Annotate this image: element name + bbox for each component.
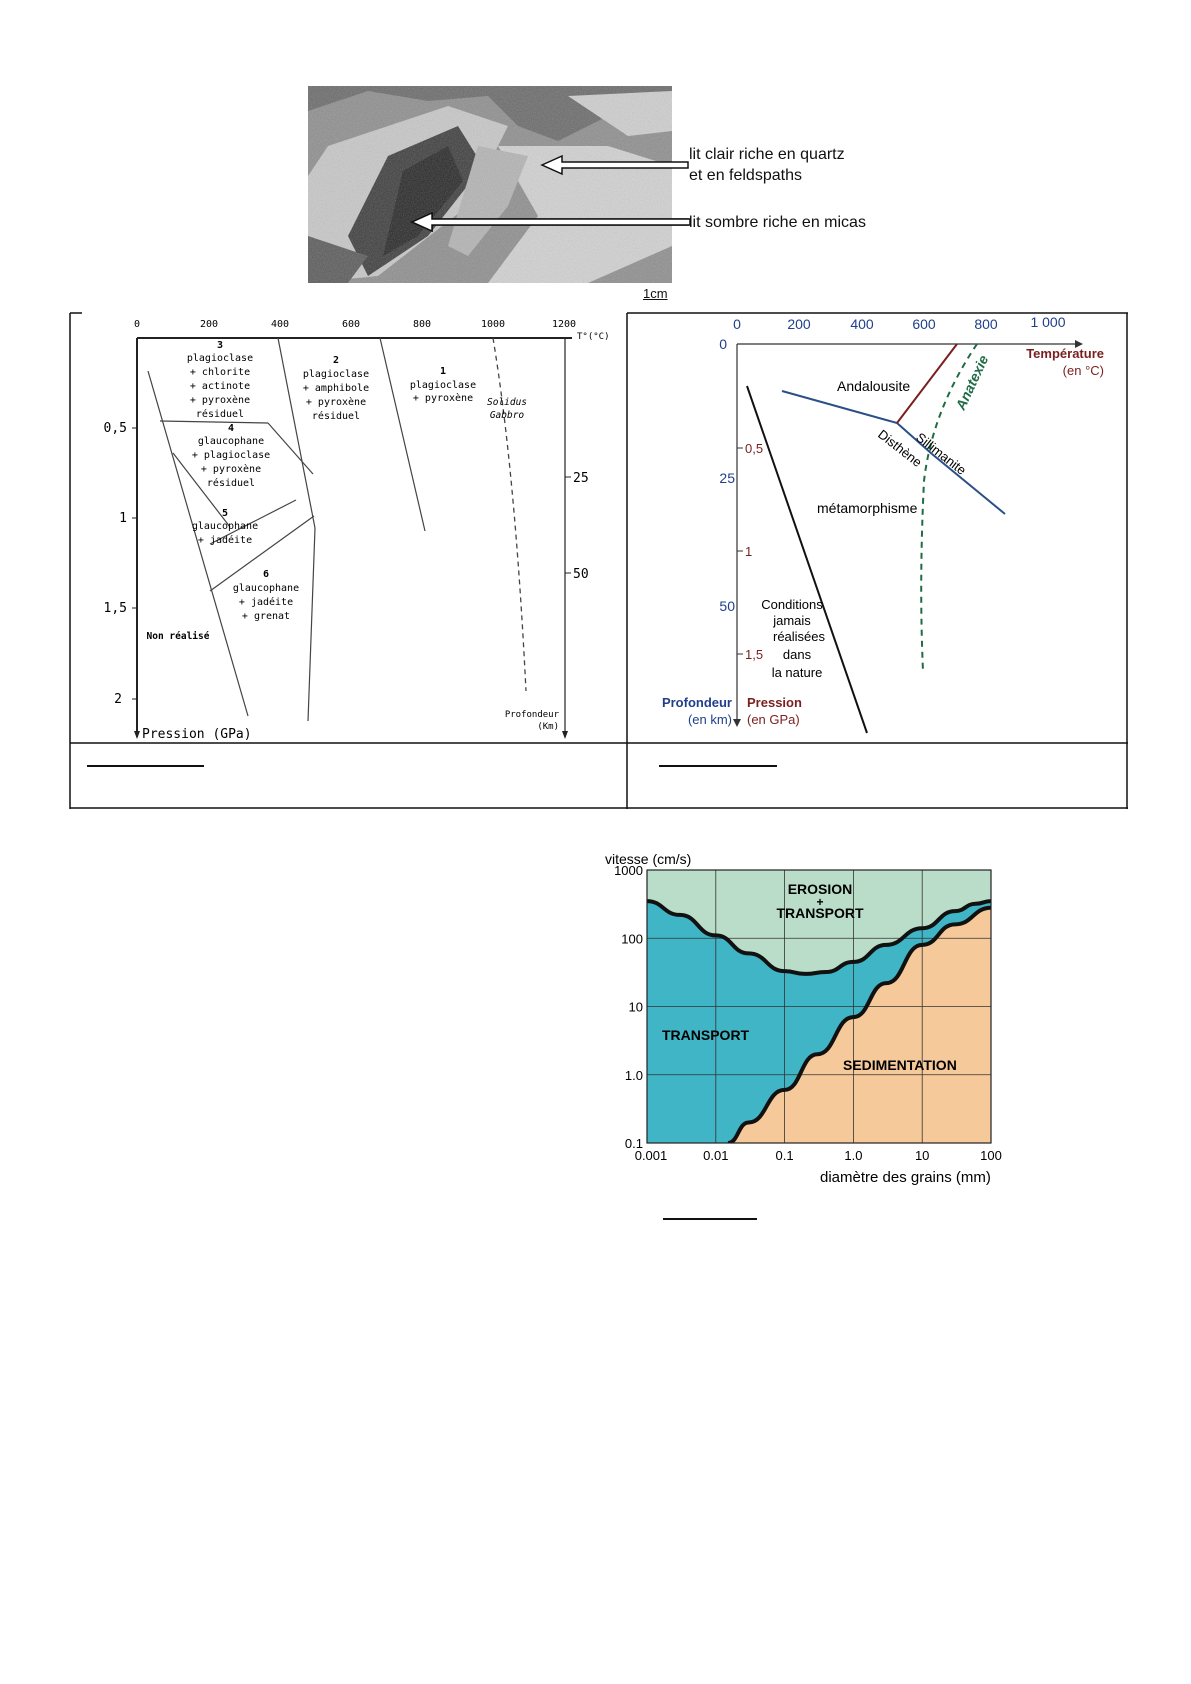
- t-tick-1000: 1000: [480, 319, 506, 330]
- t-tick-600: 600: [341, 319, 361, 330]
- p-tick-1-5: 1,5: [745, 647, 764, 662]
- depth-axis-label-2: (en km): [687, 712, 732, 727]
- svg-text:glaucophane: glaucophane: [197, 436, 265, 447]
- metamorphisme-label: métamorphisme: [817, 500, 918, 516]
- depth-tick-50: 50: [719, 598, 735, 614]
- svg-text:la nature: la nature: [771, 665, 823, 680]
- aluminosilicate-diagram: [627, 311, 1127, 743]
- x-tick-label: 1.0: [844, 1148, 863, 1163]
- svg-text:1: 1: [439, 366, 447, 377]
- svg-text:+ amphibole: + amphibole: [302, 383, 370, 394]
- x-tick-label: 0.001: [634, 1148, 668, 1163]
- solidus-label-2: Gabbro: [489, 410, 525, 421]
- zone-erosion-label-1: EROSION: [787, 881, 853, 897]
- caption-blank-chart: [663, 1218, 757, 1220]
- t-tick-200: 200: [199, 319, 219, 330]
- callout-light-layer-2: et en feldspaths: [689, 167, 802, 184]
- temperature-axis-label-2: (en °C): [1062, 363, 1104, 378]
- y-axis-label: vitesse (cm/s): [605, 851, 692, 867]
- never-realized-label: [761, 597, 825, 680]
- boundary-4-5: [268, 423, 313, 474]
- arrow-light-layer: [542, 156, 688, 174]
- t-tick-200: 200: [787, 316, 811, 332]
- depth-tick-50: 50: [573, 567, 589, 582]
- solidus-label-1: Solidus: [486, 397, 528, 408]
- svg-text:résiduel: résiduel: [206, 478, 256, 489]
- andalousite-kyanite-line: [782, 391, 897, 423]
- svg-text:+ pyroxène: + pyroxène: [305, 397, 367, 408]
- t-tick-800: 800: [974, 316, 998, 332]
- svg-text:+ jadéite: + jadéite: [238, 597, 294, 608]
- svg-text:4: 4: [227, 423, 235, 434]
- hjulstrom-chart-svg: [600, 850, 1020, 1186]
- svg-text:2: 2: [332, 355, 340, 366]
- x-tick-label: 100: [980, 1148, 1002, 1163]
- zone-erosion-label-3: TRANSPORT: [776, 905, 864, 921]
- pressure-axis-label-2: (en GPa): [747, 712, 800, 727]
- svg-text:dans: dans: [782, 647, 812, 662]
- depth-axis-label-1: Profondeur: [504, 710, 559, 720]
- boundary-2-1: [380, 338, 425, 531]
- caption-blank-left: [87, 765, 204, 767]
- zone-sedimentation-label: SEDIMENTATION: [843, 1057, 957, 1073]
- zone-5-label: [192, 508, 258, 546]
- pressure-axis-label: Pression (GPa): [142, 727, 252, 742]
- temperature-axis-label-1: Température: [1026, 346, 1104, 361]
- svg-text:plagioclase: plagioclase: [302, 369, 370, 380]
- t-tick-600: 600: [912, 316, 936, 332]
- svg-text:3: 3: [216, 340, 224, 351]
- callout-dark-layer: lit sombre riche en micas: [689, 214, 866, 231]
- zone-transport-label: TRANSPORT: [662, 1027, 750, 1043]
- svg-text:Conditions: Conditions: [761, 597, 823, 612]
- y-tick-label: 1.0: [624, 1067, 643, 1083]
- svg-text:glaucophane: glaucophane: [191, 521, 259, 532]
- svg-text:jamais: jamais: [773, 613, 811, 628]
- svg-text:+ chlorite: + chlorite: [189, 367, 251, 378]
- temperature-axis-label: T°(°C): [577, 332, 610, 342]
- t-tick-800: 800: [412, 319, 432, 330]
- zone-2-label: [303, 355, 369, 422]
- anatexie-label: Anatexie: [952, 352, 992, 413]
- svg-text:+ pyroxène: + pyroxène: [189, 395, 251, 406]
- svg-text:plagioclase: plagioclase: [409, 380, 477, 391]
- svg-text:+ actinote: + actinote: [189, 381, 251, 392]
- arrow-icon: [412, 213, 690, 231]
- svg-text:résiduel: résiduel: [311, 411, 361, 422]
- zone-4-label: [192, 423, 270, 489]
- depth-tick-25: 25: [573, 471, 589, 486]
- depth-tick-25: 25: [719, 470, 735, 486]
- caption-blank-right: [659, 765, 777, 767]
- sillimanite-label: Sillimanite: [913, 429, 970, 478]
- svg-text:+ grenat: + grenat: [241, 611, 291, 622]
- p-tick-0-5: 0,5: [745, 441, 764, 456]
- t-tick-400: 400: [270, 319, 290, 330]
- svg-text:6: 6: [262, 569, 270, 580]
- svg-text:+ jadéite: + jadéite: [197, 535, 253, 546]
- svg-text:+ pyroxène: + pyroxène: [412, 393, 474, 404]
- svg-text:glaucophane: glaucophane: [232, 583, 300, 594]
- p-tick-2: 2: [114, 692, 122, 707]
- svg-text:résiduel: résiduel: [195, 409, 245, 420]
- depth-axis-label-1: Profondeur: [661, 695, 732, 710]
- y-tick-label: 1000: [614, 863, 643, 878]
- callout-light-layer-1: lit clair riche en quartz: [689, 146, 845, 163]
- zone-erosion-label-2: +: [816, 895, 824, 909]
- hjulstrom-chart: [600, 850, 1020, 1186]
- svg-text:5: 5: [221, 508, 229, 519]
- zone-6-label: [233, 569, 299, 622]
- x-tick-label: 0.1: [775, 1148, 794, 1163]
- never-realized-boundary: [747, 386, 867, 733]
- t-tick-1000: 1 000: [1030, 314, 1066, 330]
- t-tick-400: 400: [850, 316, 874, 332]
- andalousite-label: Andalousite: [837, 378, 911, 394]
- svg-text:plagioclase: plagioclase: [186, 353, 254, 364]
- p-tick-1-5: 1,5: [103, 601, 127, 616]
- p-tick-0-5: 0,5: [103, 421, 127, 436]
- svg-text:+ pyroxène: + pyroxène: [200, 464, 262, 475]
- t-tick-0: 0: [733, 316, 741, 332]
- facies-diagram: [70, 311, 627, 743]
- p-tick-1: 1: [119, 511, 127, 526]
- boundary-2-lower: [308, 528, 315, 721]
- p-tick-1: 1: [745, 544, 753, 559]
- zone-3-label: [187, 340, 253, 420]
- boundary-3-4: [160, 421, 268, 423]
- y-tick-label: 100: [621, 931, 643, 947]
- boundary-3-2: [278, 338, 315, 528]
- non-realise-label: Non réalisé: [146, 631, 210, 642]
- t-tick-1200: 1200: [551, 319, 577, 330]
- t-tick-0: 0: [133, 319, 141, 330]
- x-tick-label: 0.01: [703, 1148, 729, 1163]
- depth-tick-0: 0: [719, 336, 727, 352]
- zone-1-label: [410, 366, 476, 404]
- disthene-label: Disthène: [875, 426, 925, 470]
- solidus-gabbro-line: [493, 338, 526, 691]
- x-axis-label: diamètre des grains (mm): [820, 1169, 991, 1186]
- depth-axis-label-2: (Km): [537, 722, 559, 732]
- x-tick-label: 10: [914, 1148, 930, 1163]
- pressure-axis-label-1: Pression: [747, 695, 802, 710]
- y-tick-label: 0.1: [624, 1136, 643, 1151]
- svg-text:+ plagioclase: + plagioclase: [191, 450, 271, 461]
- svg-text:réalisées: réalisées: [772, 629, 826, 644]
- y-tick-label: 10: [628, 999, 643, 1015]
- scale-bar-label: 1cm: [643, 286, 668, 301]
- dark-arrow: [410, 210, 700, 234]
